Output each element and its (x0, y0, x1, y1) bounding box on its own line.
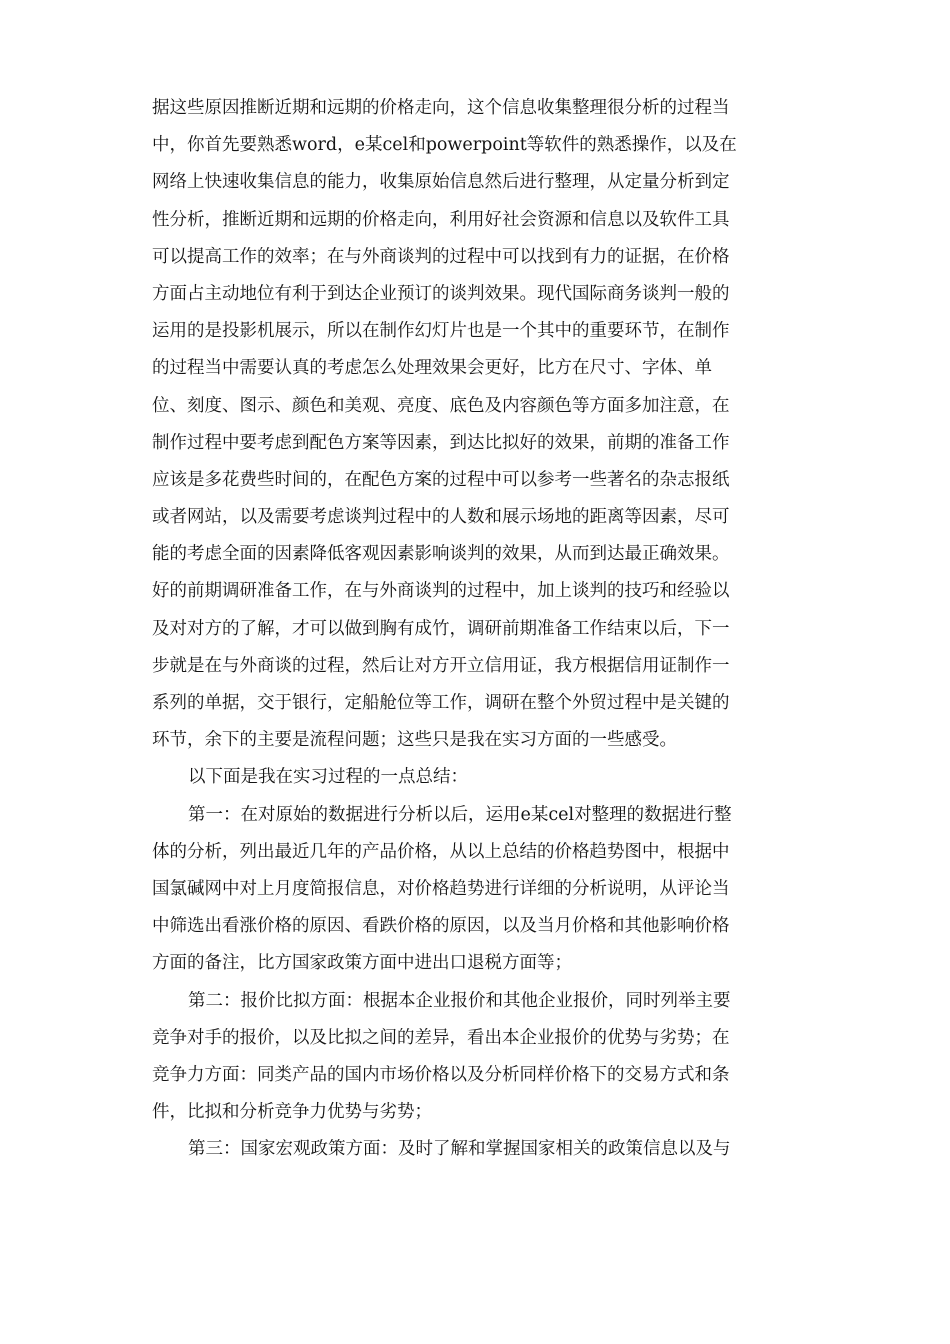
text-line: 方面的备注，比方国家政策方面中进出口退税方面等； (152, 953, 572, 974)
text-line: 及对对方的了解，才可以做到胸有成竹，调研前期准备工作结束以后，下一 (152, 618, 730, 639)
text-line: 可以提高工作的效率；在与外商谈判的过程中可以找到有力的证据，在价格 (152, 246, 730, 267)
text-line: 运用的是投影机展示，所以在制作幻灯片也是一个其中的重要环节，在制作 (152, 321, 730, 342)
text-line: 性分析，推断近期和远期的价格走向，利用好社会资源和信息以及软件工具 (152, 209, 730, 230)
text-line: 体的分析，列出最近几年的产品价格，从以上总结的价格趋势图中，根据中 (152, 841, 730, 862)
text-line: 系列的单据，交于银行，定船舱位等工作，调研在整个外贸过程中是关键的 (152, 693, 730, 713)
text-line: 第三：国家宏观政策方面：及时了解和掌握国家相关的政策信息以及与 (188, 1139, 731, 1160)
text-line: 步就是在与外商谈的过程，然后让对方开立信用证，我方根据信用证制作一 (152, 655, 730, 676)
text-line: 环节，余下的主要是流程问题；这些只是我在实习方面的一些感受。 (152, 730, 677, 751)
text-line: 好的前期调研准备工作，在与外商谈判的过程中，加上谈判的技巧和经验以 (152, 581, 730, 602)
text-line: 网络上快速收集信息的能力，收集原始信息然后进行整理，从定量分析到定 (152, 172, 730, 193)
text-line: 或者网站，以及需要考虑谈判过程中的人数和展示场地的距离等因素，尽可 (152, 507, 730, 528)
text-line: 件，比拟和分析竞争力优势与劣势； (152, 1102, 432, 1123)
text-line: 第一：在对原始的数据进行分析以后，运用e某cel对整理的数据进行整 (188, 804, 732, 825)
text-line: 位、刻度、图示、颜色和美观、亮度、底色及内容颜色等方面多加注意，在 (152, 395, 730, 416)
text-line: 以下面是我在实习过程的一点总结： (188, 767, 468, 788)
text-line: 国氯碱网中对上月度简报信息，对价格趋势进行详细的分析说明，从评论当 (152, 878, 730, 899)
text-line: 能的考虑全面的因素降低客观因素影响谈判的效果，从而到达最正确效果。 (152, 544, 730, 565)
text-line: 中筛选出看涨价格的原因、看跌价格的原因，以及当月价格和其他影响价格 (152, 916, 730, 937)
document-body (152, 90, 802, 1168)
text-line: 方面占主动地位有利于到达企业预订的谈判效果。现代国际商务谈判一般的 (152, 283, 730, 304)
text-line: 竞争对手的报价，以及比拟之间的差异，看出本企业报价的优势与劣势；在 (152, 1027, 730, 1048)
text-line: 据这些原因推断近期和远期的价格走向，这个信息收集整理很分析的过程当 (152, 98, 730, 118)
text-line: 第二：报价比拟方面：根据本企业报价和其他企业报价，同时列举主要 (188, 990, 731, 1011)
text-line: 应该是多花费些时间的，在配色方案的过程中可以参考一些著名的杂志报纸 (152, 469, 730, 490)
text-line: 的过程当中需要认真的考虑怎么处理效果会更好，比方在尺寸、字体、单 (152, 358, 712, 379)
text-line: 制作过程中要考虑到配色方案等因素，到达比拟好的效果，前期的准备工作 (152, 432, 730, 453)
text-line: 竞争力方面：同类产品的国内市场价格以及分析同样价格下的交易方式和条 (152, 1064, 730, 1085)
text-line: 中，你首先要熟悉word，e某cel和powerpoint等软件的熟悉操作，以及在 (152, 135, 737, 156)
